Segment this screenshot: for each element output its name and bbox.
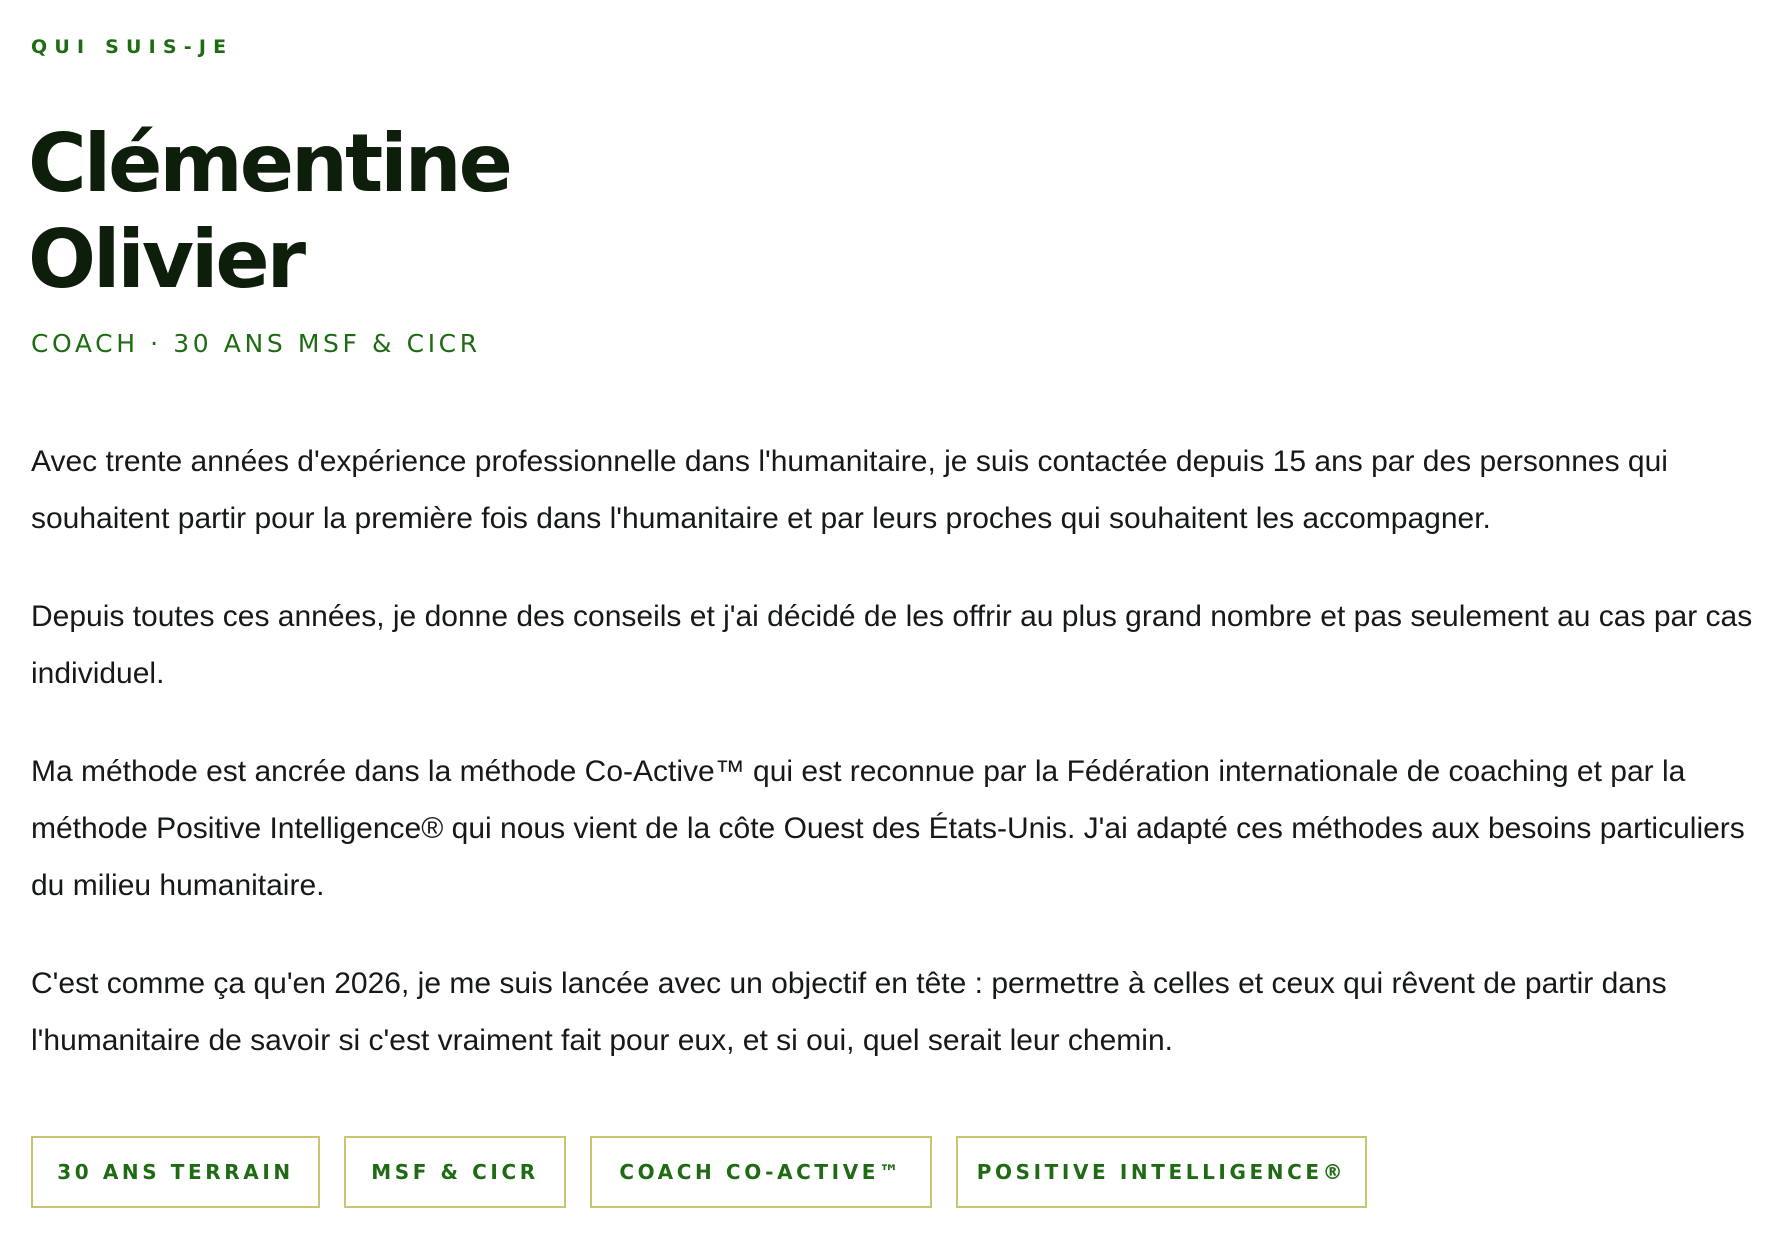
profile-first-name: Clémentine [28,117,510,210]
profile-last-name: Olivier [28,213,304,306]
profile-name [28,116,510,308]
bio-paragraph: Depuis toutes ces années, je donne des conseils et j'ai décidé de les offrir au plus grand nombre et pas seulement au cas par cas individuel. [31,600,1753,690]
bio-paragraph: C'est comme ça qu'en 2026, je me suis lancée avec un objectif en tête : permettre à celles et ceux qui rêvent de partir dans l'humanitaire de savoir si c'est vraiment fait pour eux, et si oui, quel serait leur chemin. [31,967,1667,1057]
credential-tags [31,1136,1367,1208]
bio-paragraph: Avec trente années d'expérience professionnelle dans l'humanitaire, je suis contactée depuis 15 ans par des personnes qui souhaitent partir pour la première fois dans l'humanitaire et par leurs proches qui souhaitent les accompagner. [31,445,1668,535]
bio-paragraph: Ma méthode est ancrée dans la méthode Co-Active™ qui est reconnue par la Fédération internationale de coaching et par la méthode Positive Intelligence® qui nous vient de la côte Ouest des États-Unis. J'ai adapté ces méthodes aux besoins particuliers du milieu humanitaire. [31,755,1745,902]
tag-30-ans-terrain: 30 ANS TERRAIN [31,1136,320,1208]
profile-role: COACH · 30 ANS MSF & CICR [31,329,481,358]
tag-positive-intelligence: POSITIVE INTELLIGENCE® [956,1136,1367,1208]
section-eyebrow: QUI SUIS-JE [31,36,234,58]
tag-msf-cicr: MSF & CICR [344,1136,566,1208]
tag-coach-co-active: COACH CO-ACTIVE™ [590,1136,932,1208]
bio-text [31,433,1761,1110]
